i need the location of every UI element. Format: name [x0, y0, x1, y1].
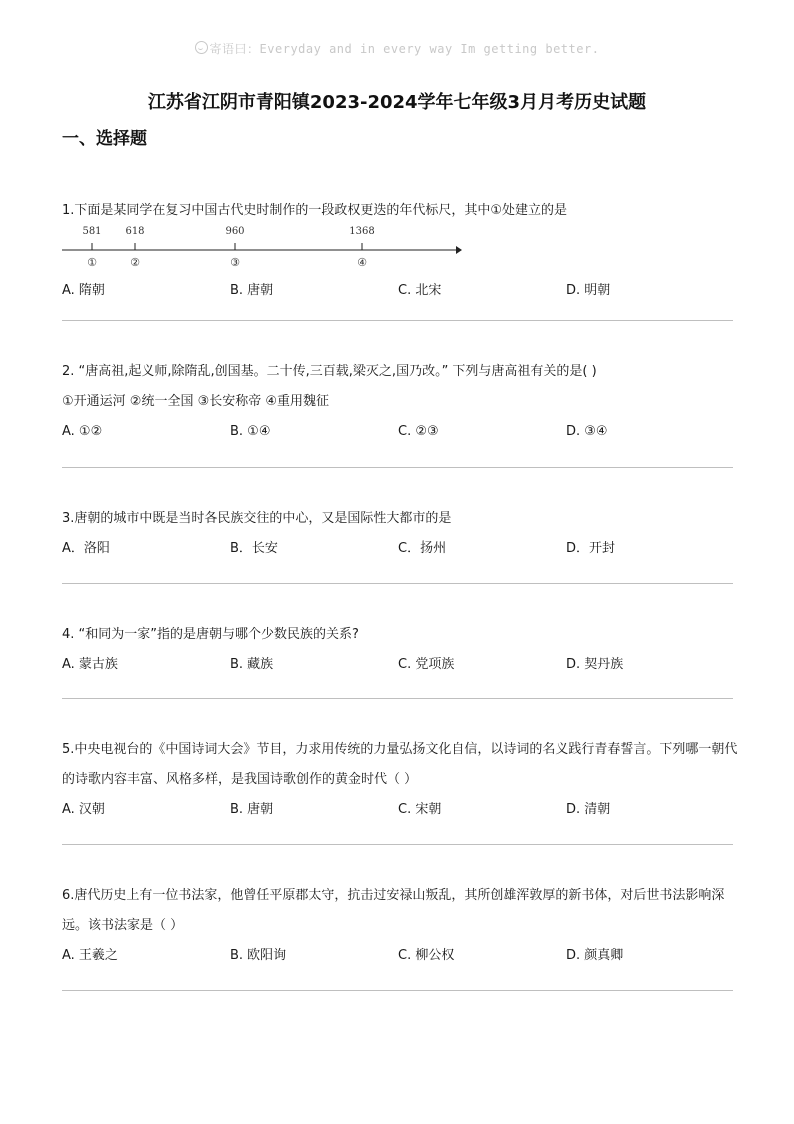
- question-stem: 4. “和同为一家”指的是唐朝与哪个少数民族的关系?: [62, 627, 359, 642]
- option-a[interactable]: A. 隋朝: [62, 283, 105, 298]
- timeline-year: 618: [125, 226, 145, 237]
- question-3: [62, 504, 742, 564]
- timeline-mark: ①: [87, 256, 97, 269]
- option-b[interactable]: B. 藏族: [230, 657, 274, 672]
- option-b[interactable]: B. 唐朝: [230, 802, 274, 817]
- question-4: [62, 620, 742, 680]
- question-6: [62, 881, 742, 971]
- divider: [62, 844, 733, 845]
- page-title: 江苏省江阴市青阳镇2023-2024学年七年级3月月考历史试题: [147, 92, 647, 113]
- timeline-ruler: [62, 226, 482, 276]
- question-stem: 5.中央电视台的《中国诗词大会》节目，力求用传统的力量弘扬文化自信，以诗词的名义践行青春誓言。下列哪一朝代的诗歌内容丰富、风格多样，是我国诗歌创作的黄金时代（ ）: [62, 742, 738, 787]
- option-d[interactable]: D. 清朝: [566, 802, 611, 817]
- options-row: [62, 795, 742, 825]
- option-d[interactable]: D. 契丹族: [566, 657, 624, 672]
- divider: [62, 320, 733, 321]
- option-a[interactable]: A. ①②: [62, 424, 103, 439]
- option-d[interactable]: D. ③④: [566, 424, 608, 439]
- motto-text: 寄语曰：Everyday and in every way Im getting better.: [209, 42, 600, 56]
- timeline-mark: ②: [130, 256, 140, 269]
- question-stem: 3.唐朝的城市中既是当时各民族交往的中心，又是国际性大都市的是: [62, 511, 452, 526]
- option-d[interactable]: D．开封: [566, 541, 616, 556]
- option-c[interactable]: C. 北宋: [398, 283, 442, 298]
- divider: [62, 583, 733, 584]
- question-1: [62, 196, 742, 306]
- timeline-year: 581: [82, 226, 102, 237]
- option-b[interactable]: B. 唐朝: [230, 283, 274, 298]
- motto-header: [0, 40, 794, 57]
- option-c[interactable]: C. ②③: [398, 424, 439, 439]
- option-c[interactable]: C. 柳公权: [398, 948, 455, 963]
- option-d[interactable]: D. 明朝: [566, 283, 611, 298]
- question-stem: 1.下面是某同学在复习中国古代史时制作的一段政权更迭的年代标尺，其中①处建立的是: [62, 203, 568, 218]
- options-row: [62, 650, 742, 680]
- options-row: [62, 941, 742, 971]
- option-b[interactable]: B. 欧阳询: [230, 948, 287, 963]
- option-a[interactable]: A. 汉朝: [62, 802, 105, 817]
- timeline-year: 1368: [349, 226, 375, 237]
- option-b[interactable]: B. ①④: [230, 424, 271, 439]
- question-stem: 2. “唐高祖,起义师,除隋乱,创国基。二十传,三百载,梁灭之,国乃改。” 下列与唐高祖有关的是( ): [62, 364, 597, 379]
- divider: [62, 990, 733, 991]
- timeline-mark: ④: [357, 256, 367, 269]
- question-statements: ①开通运河 ②统一全国 ③长安称帝 ④重用魏征: [62, 394, 330, 409]
- divider: [62, 467, 733, 468]
- options-row: [62, 276, 742, 306]
- option-a[interactable]: A. 王羲之: [62, 948, 118, 963]
- option-c[interactable]: C．扬州: [398, 541, 447, 556]
- timeline-year: 960: [225, 226, 245, 237]
- option-c[interactable]: C. 党项族: [398, 657, 455, 672]
- timeline-mark: ③: [230, 256, 240, 269]
- option-c[interactable]: C. 宋朝: [398, 802, 442, 817]
- divider: [62, 698, 733, 699]
- option-a[interactable]: A．洛阳: [62, 541, 110, 556]
- options-row: [62, 534, 742, 564]
- option-a[interactable]: A. 蒙古族: [62, 657, 118, 672]
- question-5: [62, 735, 742, 825]
- smiley-icon: [195, 41, 208, 54]
- question-2: [62, 357, 742, 447]
- question-stem: 6.唐代历史上有一位书法家，他曾任平原郡太守，抗击过安禄山叛乱，其所创雄浑敦厚的新书体，对后世书法影响深远。该书法家是（ ）: [62, 888, 725, 933]
- section-heading: 一、选择题: [62, 129, 147, 149]
- option-b[interactable]: B．长安: [230, 541, 278, 556]
- options-row: [62, 417, 742, 447]
- option-d[interactable]: D. 颜真卿: [566, 948, 624, 963]
